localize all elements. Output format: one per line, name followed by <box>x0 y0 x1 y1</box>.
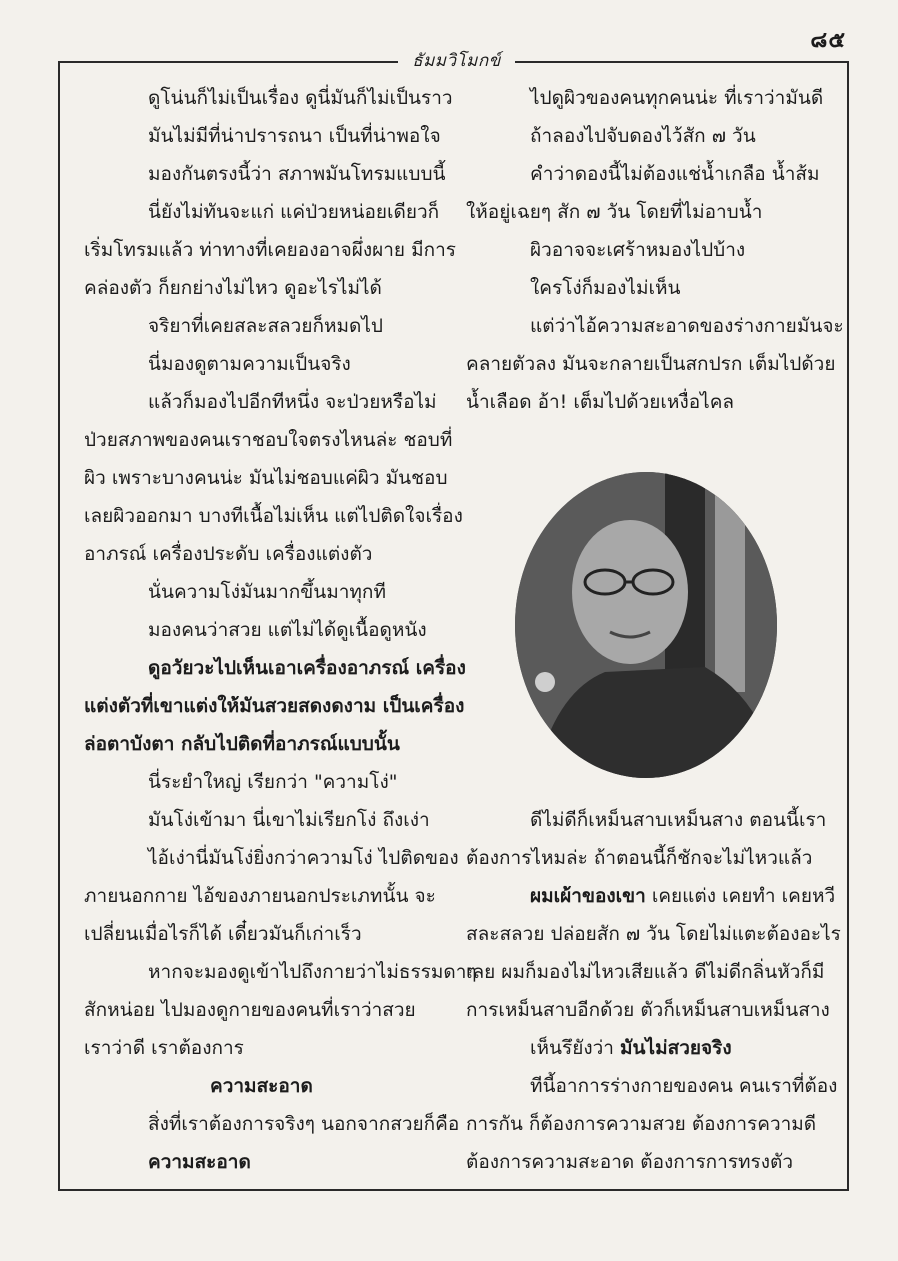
right-line: คำว่าดองนี้ไม่ต้องแช่น้ำเกลือ น้ำส้ม <box>530 163 820 185</box>
left-line: คล่องตัว ก็ยกย่างไม่ไหว ดูอะไรไม่ได้ <box>84 277 382 299</box>
bold-phrase: มันไม่สวยจริง <box>620 1037 732 1059</box>
right-line: ดีไม่ดีก็เหม็นสาบเหม็นสาง ตอนนี้เรา <box>530 809 827 831</box>
page-number: ๘๕ <box>810 28 846 53</box>
right-line: ใครโง่ก็มองไม่เห็น <box>530 277 681 299</box>
left-line: ป่วยสภาพของคนเราชอบใจตรงไหนล่ะ ชอบที่ <box>84 429 453 451</box>
left-line: ผิว เพราะบางคนน่ะ มันไม่ชอบแค่ผิว มันชอบ <box>84 467 448 489</box>
right-line: ผิวอาจจะเศร้าหมองไปบ้าง <box>530 239 746 261</box>
left-line-bold: ความสะอาด <box>148 1151 251 1173</box>
left-line: มองคนว่าสวย แต่ไม่ได้ดูเนื้อดูหนัง <box>148 619 427 641</box>
right-line: ต้องการไหมล่ะ ถ้าตอนนี้ก็ชักจะไม่ไหวแล้ว <box>466 847 813 869</box>
left-line: สิ่งที่เราต้องการจริงๆ นอกจากสวยก็คือ <box>148 1113 460 1135</box>
right-line: แต่ว่าไอ้ความสะอาดของร่างกายมันจะ <box>530 315 844 337</box>
left-line: แล้วก็มองไปอีกทีหนึ่ง จะป่วยหรือไม่ <box>148 391 437 413</box>
plain-phrase: เห็นรึยังว่า <box>530 1037 620 1059</box>
right-line: ทีนี้อาการร่างกายของคน คนเราที่ต้อง <box>530 1075 838 1097</box>
bold-phrase: ผมเผ้าของเขา <box>530 885 646 907</box>
left-line-bold: ดูอวัยวะไปเห็นเอาเครื่องอาภรณ์ เครื่อง <box>148 657 466 679</box>
left-line: เปลี่ยนเมื่อไรก็ได้ เดี๋ยวมันก็เก่าเร็ว <box>84 923 362 945</box>
left-line: สักหน่อย ไปมองดูกายของคนที่เราว่าสวย <box>84 999 416 1021</box>
left-line-bold: แต่งตัวที่เขาแต่งให้มันสวยสดงดงาม เป็นเครื่อง <box>84 695 465 717</box>
left-line: จริยาที่เคยสละสลวยก็หมดไป <box>148 315 383 337</box>
right-line: สละสลวย ปล่อยสัก ๗ วัน โดยไม่แตะต้องอะไร <box>466 923 841 945</box>
left-line: เริ่มโทรมแล้ว ท่าทางที่เคยองอาจผึ่งผาย มีการ <box>84 239 456 261</box>
right-line: ไปดูผิวของคนทุกคนน่ะ ที่เราว่ามันดี <box>530 87 824 109</box>
right-line: เลย ผมก็มองไม่ไหวเสียแล้ว ดีไม่ดีกลิ่นหัวก็มี <box>466 961 825 983</box>
left-line: นี่มองดูตามความเป็นจริง <box>148 353 351 375</box>
left-line-bold: ล่อตาบังตา กลับไปติดที่อาภรณ์แบบนั้น <box>84 733 400 755</box>
left-line: มันไม่มีที่น่าปรารถนา เป็นที่น่าพอใจ <box>148 125 441 147</box>
left-line: นั่นความโง่มันมากขึ้นมาทุกที <box>148 581 386 603</box>
frame-top-left-rule <box>58 61 398 63</box>
right-line: ให้อยู่เฉยๆ สัก ๗ วัน โดยที่ไม่อาบน้ำ <box>466 201 763 223</box>
left-line: เลยผิวออกมา บางทีเนื้อไม่เห็น แต่ไปติดใจเรื่อง <box>84 505 463 527</box>
right-line: การกัน ก็ต้องการความสวย ต้องการความดี <box>466 1113 817 1135</box>
right-line-mixed <box>530 1039 732 1058</box>
left-line: นี่ระยำใหญ่ เรียกว่า "ความโง่" <box>148 771 398 793</box>
running-header: ธัมมวิโมกข์ <box>412 51 501 71</box>
right-line: ต้องการความสะอาด ต้องการการทรงตัว <box>466 1151 794 1173</box>
right-line: การเหม็นสาบอีกด้วย ตัวก็เหม็นสาบเหม็นสาง <box>466 999 830 1021</box>
left-line: หากจะมองดูเข้าไปถึงกายว่าไม่ธรรมดาๆ <box>148 961 477 983</box>
section-heading: ความสะอาด <box>210 1075 313 1097</box>
right-line: คลายตัวลง มันจะกลายเป็นสกปรก เต็มไปด้วย <box>466 353 836 375</box>
plain-phrase: เคยแต่ง เคยทำ เคยหวี <box>645 885 836 907</box>
right-line-mixed <box>530 887 835 906</box>
left-line: ดูโน่นก็ไม่เป็นเรื่อง ดูนี่มันก็ไม่เป็นราว <box>148 87 453 109</box>
frame-top-right-rule <box>515 61 849 63</box>
left-line: นี่ยังไม่ทันจะแก่ แค่ป่วยหน่อยเดียวก็ <box>148 201 440 223</box>
left-line: ภายนอกกาย ไอ้ของภายนอกประเภทนั้น จะ <box>84 885 436 907</box>
right-line: น้ำเลือด อ้า! เต็มไปด้วยเหงื่อไคล <box>466 391 735 413</box>
right-line: ถ้าลองไปจับดองไว้สัก ๗ วัน <box>530 125 756 147</box>
monk-portrait-photo <box>515 472 777 778</box>
left-line: อาภรณ์ เครื่องประดับ เครื่องแต่งตัว <box>84 543 373 565</box>
left-line: มองกันตรงนี้ว่า สภาพมันโทรมแบบนี้ <box>148 163 446 185</box>
portrait-illustration <box>515 472 777 778</box>
left-line: ไอ้เง่านี่มันโง่ยิ่งกว่าความโง่ ไปติดของ <box>148 847 459 869</box>
left-line: เราว่าดี เราต้องการ <box>84 1037 244 1059</box>
left-line: มันโง่เข้ามา นี่เขาไม่เรียกโง่ ถึงเง่า <box>148 809 430 831</box>
